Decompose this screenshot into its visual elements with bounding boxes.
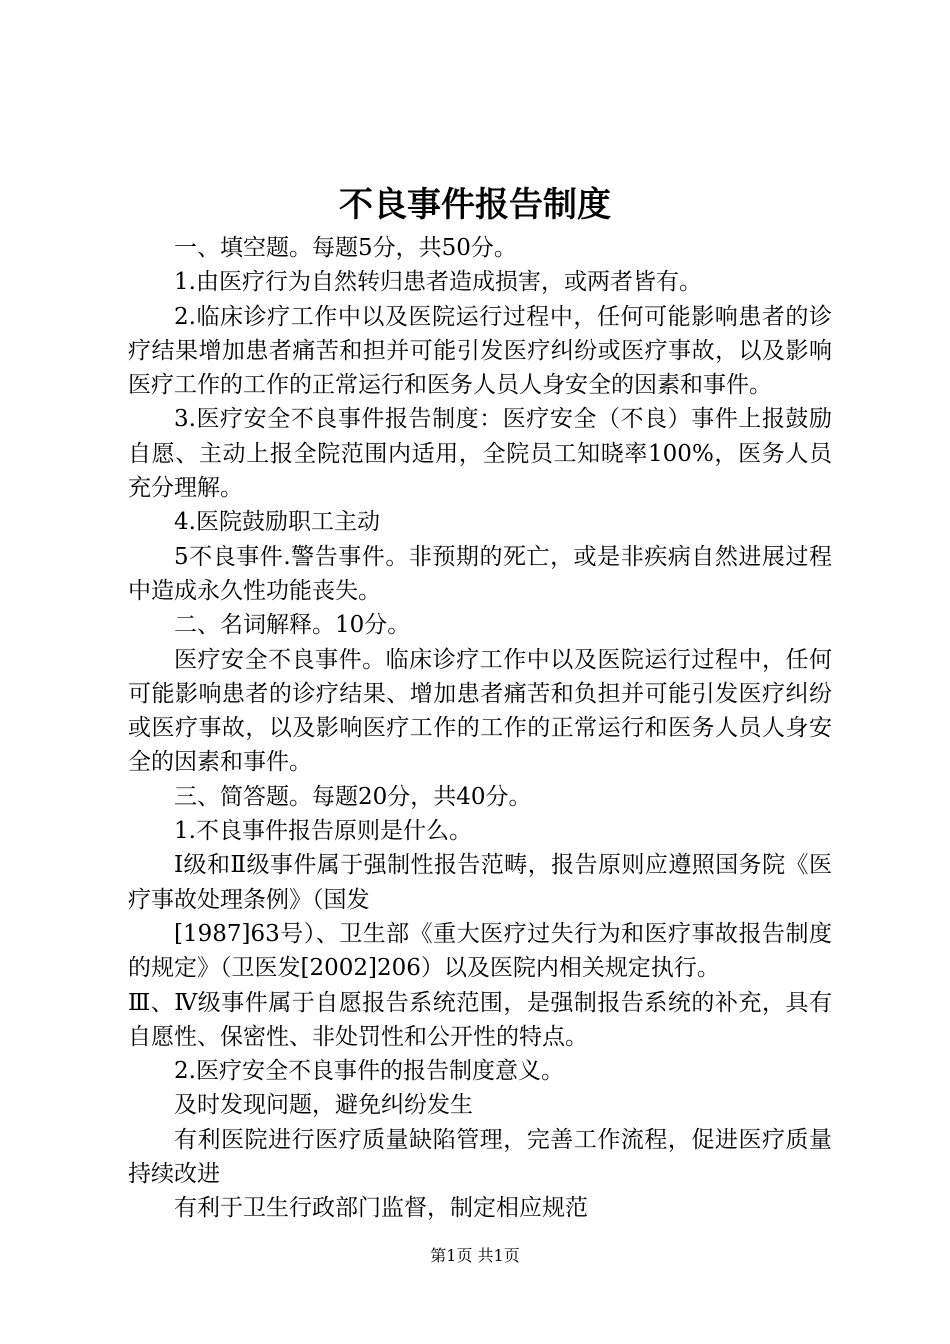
paragraph: [1987]63号）、卫生部《重大医疗过失行为和医疗事故报告制度的规定》（卫医发[2002]206）以及医院内相关规定执行。 <box>128 920 832 982</box>
section-heading-fill-blank: 一、填空题。每题5分，共50分。 <box>174 235 517 261</box>
section-heading-definition: 二、名词解释。10分。 <box>174 612 411 639</box>
document-title: 不良事件报告制度 <box>339 185 611 225</box>
paragraph: 4.医院鼓励职工主动 <box>174 509 380 536</box>
paragraph: Ⅰ级和Ⅱ级事件属于强制性报告范畴，报告原则应遵照国务院《医疗事故处理条例》（国发 <box>128 852 832 913</box>
paragraph: Ⅲ、Ⅳ级事件属于自愿报告系统范围，是强制报告系统的补充，具有自愿性、保密性、非处罚性和公开性的特点。 <box>128 989 832 1050</box>
paragraph: 有利于卫生行政部门监督，制定相应规范 <box>174 1195 588 1222</box>
paragraph: 3.医疗安全不良事件报告制度：医疗安全（不良）事件上报鼓励自愿、主动上报全院范围内适用，全院员工知晓率100%，医务人员充分理解。 <box>128 406 832 502</box>
paragraph: 及时发现问题，避免纠纷发生 <box>174 1092 473 1119</box>
paragraph: 医疗安全不良事件。临床诊疗工作中以及医院运行过程中，任何可能影响患者的诊疗结果、增加患者痛苦和负担并可能引发医疗纠纷或医疗事故，以及影响医疗工作的工作的正常运行和医务人员人身安全的因素和事件。 <box>128 646 832 776</box>
section-heading-short-answer: 三、简答题。每题20分，共40分。 <box>174 783 532 810</box>
paragraph: 1.不良事件报告原则是什么。 <box>174 818 472 845</box>
paragraph: 5不良事件.警告事件。非预期的死亡，或是非疾病自然进展过程中造成永久性功能丧失。 <box>128 543 832 604</box>
document-body <box>128 231 832 1226</box>
paragraph: 2.医疗安全不良事件的报告制度意义。 <box>174 1058 564 1085</box>
paragraph: 有利医院进行医疗质量缺陷管理，完善工作流程，促进医疗质量持续改进 <box>128 1126 832 1188</box>
paragraph: 1.由医疗行为自然转归患者造成损害，或两者皆有。 <box>174 269 702 296</box>
paragraph: 2.临床诊疗工作中以及医院运行过程中，任何可能影响患者的诊疗结果增加患者痛苦和担并可能引发医疗纠纷或医疗事故，以及影响医疗工作的工作的正常运行和医务人员人身安全的因素和事件。 <box>128 303 832 399</box>
page-footer: 第1页 共1页 <box>430 1246 520 1265</box>
